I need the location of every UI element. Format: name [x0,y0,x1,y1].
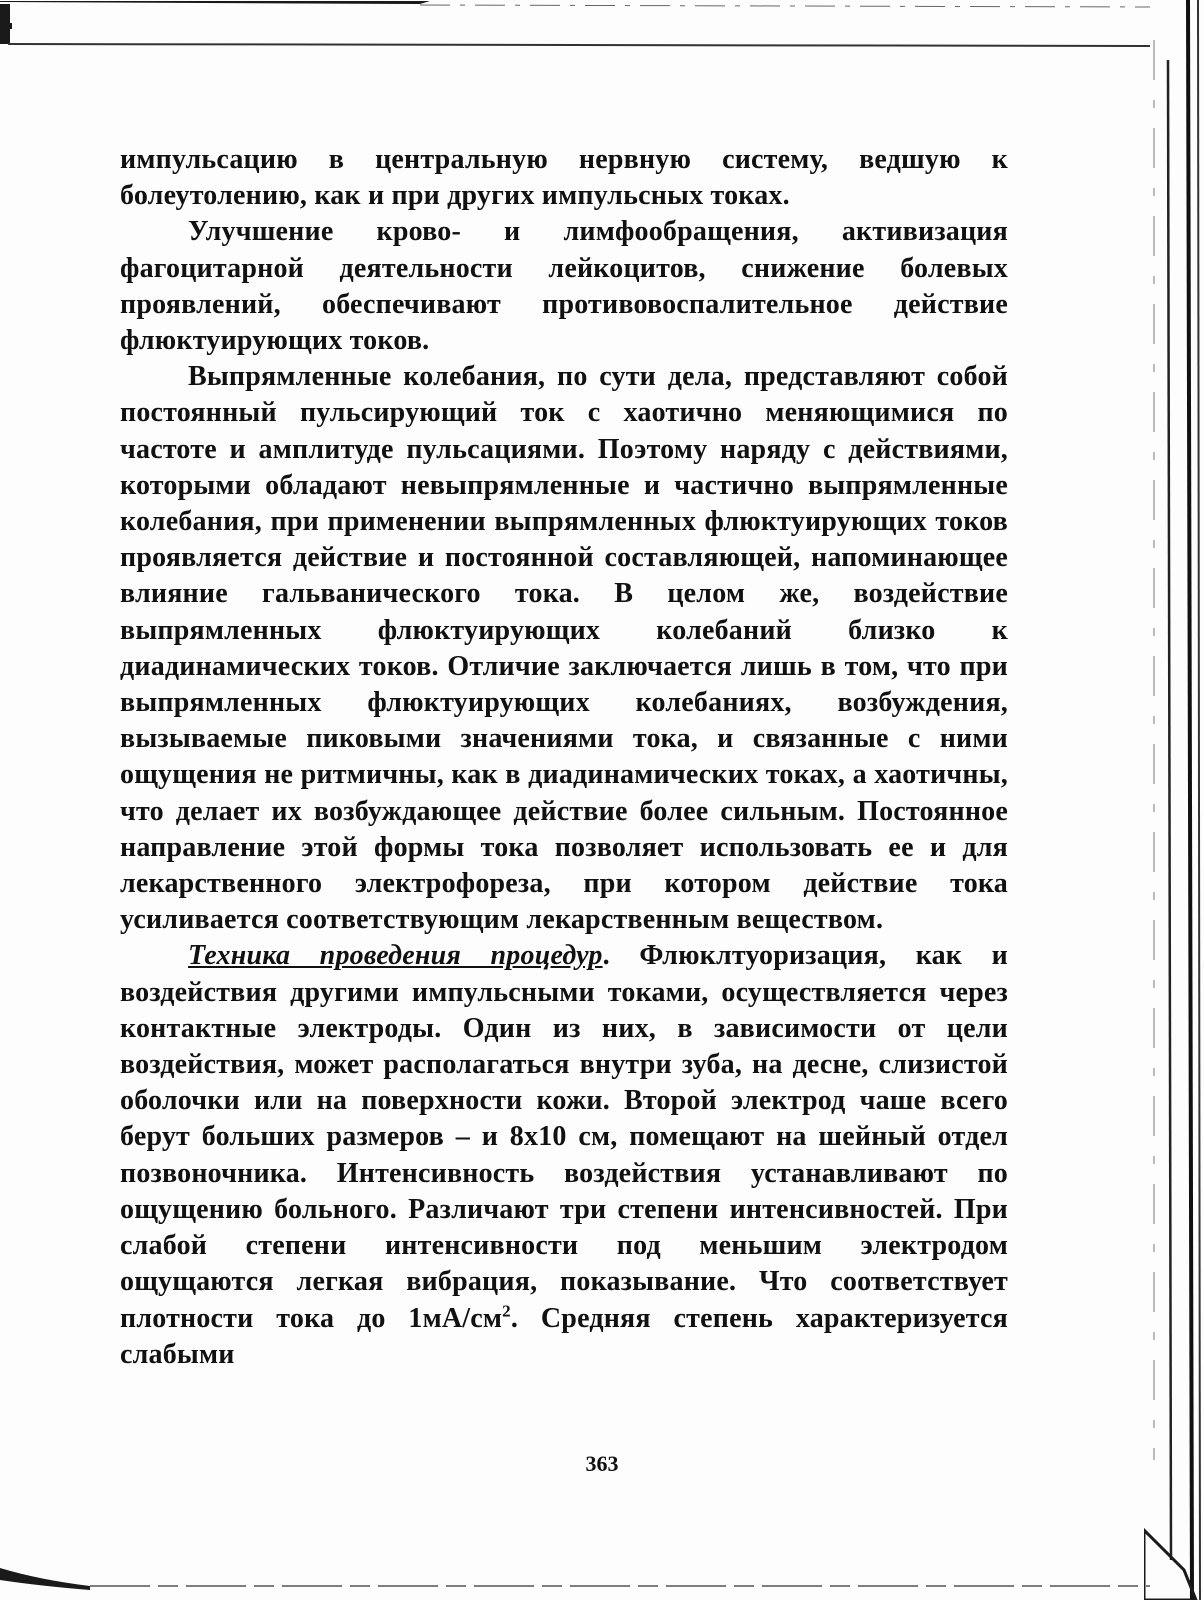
body-text [120,142,1008,1373]
paragraph-4 [120,938,1008,1372]
scan-edge-bottom [0,1560,1204,1600]
section-heading: Техника проведения процедур [188,940,603,972]
page-number: 363 [585,1451,619,1476]
unit-value: 1мА/см [408,1302,503,1334]
scan-edge-right [1144,0,1204,1600]
unit-superscript: 2 [502,1301,511,1321]
paragraph-3: Выпрямленные колебания, по сути дела, представляют собой постоянный пульсирующий ток с хаотично меняющимися по частоте и амплитуде пульсациями. Поэтому наряду с действиями, которыми обладают невыпрямленные и частично выпрямленные колебания, при применении выпрямленных флюктуирующих токов проявляется действие и постоянной составляющей, напоминающее влияние гальванического тока. В целом же, воздействие выпрямленных флюктуирующих колебаний близко к диадинамических токов. Отличие заключается лишь в том, что при выпрямленных флюктуирующих колебаниях, возбуждения, вызываемые пиковыми значениями тока, и связанные с ними ощущения не ритмичны, как в диадинамических токах, а хаотичны, что делает их возбуждающее действие более сильным. Постоянное направление этой формы тока позволяет использовать ее и для лекарственного электрофореза, при котором действие тока усиливается соответствующим лекарственным веществом. [120,361,1008,936]
scan-edge-top [0,0,1204,50]
section-heading-tail: . [602,940,610,972]
paragraph-1: импульсацию в центральную нервную систему, ведшую к болеутолению, как и при других импульсных токах. [120,144,1008,212]
paragraph-4-end: . Средняя степень характеризуется слабыми [120,1302,1008,1370]
paragraph-2: Улучшение крово- и лимфообращения, активизация фагоцитарной деятельности лейкоцитов, снижение болевых проявлений, обеспечивают противовоспалительное действие флюктуирующих токов. [120,216,1008,357]
paragraph-4-text: Флюклтуоризация, как и воздействия другими импульсными токами, осуществляется через контактные электроды. Один из них, в зависимости от цели воздействия, может располагаться внутри зуба, на десне, слизистой оболочки или на поверхности кожи. Второй электрод чаше всего берут больших размеров – и 8x10 см, помещают на шейный отдел позвоночника. Интенсивность воздействия устанавливают по ощущению больного. Различают три степени интенсивностей. При слабой степени интенсивности под меньшим электродом ощущаются легкая вибрация, показывание. Что соответствует плотности тока до [120,940,1008,1334]
